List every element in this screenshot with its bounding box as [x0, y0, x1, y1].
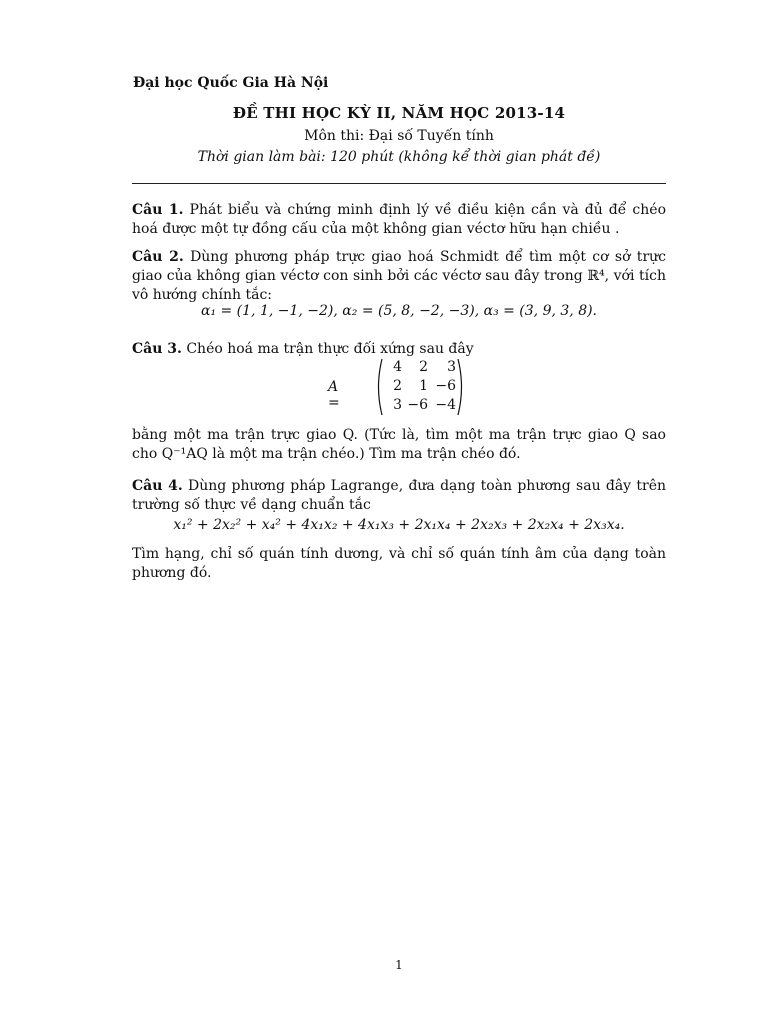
question-3-label: Câu 3.	[132, 341, 182, 357]
matrix-cell: 4	[393, 359, 402, 375]
matrix-cell: 2	[419, 359, 428, 375]
question-4-label: Câu 4.	[132, 478, 183, 494]
question-2	[132, 248, 666, 305]
matrix-cell: −6	[435, 378, 456, 394]
header-divider	[132, 183, 666, 184]
matrix-cell: 2	[393, 378, 402, 394]
question-3-text: Chéo hoá ma trận thực đối xứng sau đây	[186, 341, 474, 357]
question-4	[132, 477, 666, 515]
question-2-text: Dùng phương pháp trực giao hoá Schmidt để tìm một cơ sở trực giao của không gian véctơ con sinh bởi các véctơ sau đây trong ℝ⁴, với tích vô hướng chính tắc:	[132, 249, 666, 303]
matrix-cell: 3	[393, 397, 402, 413]
exam-title: ĐỀ THI HỌC KỲ II, NĂM HỌC 2013-14	[232, 104, 566, 122]
matrix-cell: −6	[407, 397, 428, 413]
exam-subject: Môn thi: Đại số Tuyến tính	[304, 128, 494, 144]
question-1-label: Câu 1.	[132, 202, 184, 218]
question-3-continuation: bằng một ma trận trực giao Q. (Tức là, tìm một ma trận trực giao Q sao cho Q⁻¹AQ là một ma trận chéo.) Tìm ma trận chéo đó.	[132, 427, 666, 462]
page-number: 1	[395, 958, 403, 972]
question-2-label: Câu 2.	[132, 249, 184, 265]
matrix-label: A =	[328, 379, 340, 411]
question-4-continuation: Tìm hạng, chỉ số quán tính dương, và chỉ số quán tính âm của dạng toàn phương đó.	[132, 546, 666, 581]
question-2-equation: α₁ = (1, 1, −1, −2), α₂ = (5, 8, −2, −3), α₃ = (3, 9, 3, 8).	[200, 303, 598, 319]
university-name: Đại học Quốc Gia Hà Nội	[133, 75, 329, 91]
exam-time: Thời gian làm bài: 120 phút (không kể thời gian phát đề)	[197, 149, 601, 165]
question-4-text: Dùng phương pháp Lagrange, đưa dạng toàn phương sau đây trên trường số thực về dạng chuẩn tắc	[132, 478, 667, 513]
question-1	[132, 201, 666, 239]
matrix-cell: 3	[447, 359, 456, 375]
question-3	[132, 340, 666, 359]
matrix-cell: 1	[419, 378, 428, 394]
question-4-equation: x₁² + 2x₂² + x₄² + 4x₁x₂ + 4x₁x₃ + 2x₁x₄ + 2x₂x₃ + 2x₂x₄ + 2x₃x₄.	[173, 517, 625, 533]
right-paren	[456, 358, 466, 416]
question-1-text: Phát biểu và chứng minh định lý về điều kiện cần và đủ để chéo hoá được một tự đồng cấu của một không gian véctơ hữu hạn chiều .	[132, 202, 666, 237]
matrix-cell: −4	[435, 397, 456, 413]
